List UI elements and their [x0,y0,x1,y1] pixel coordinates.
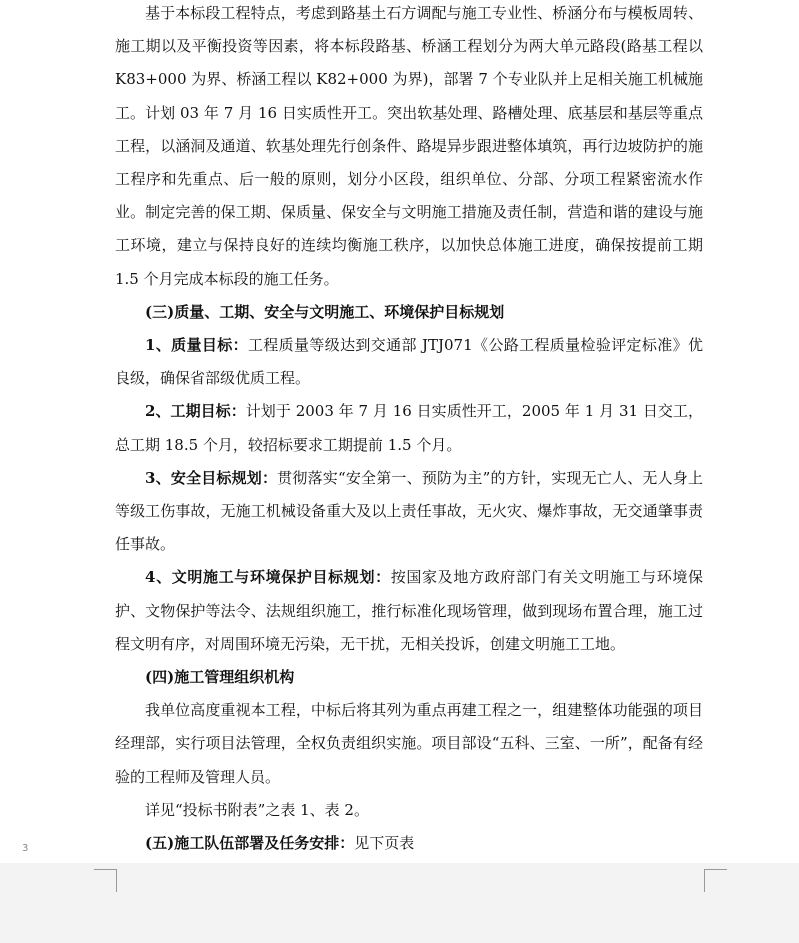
safety-goal-text: 贯彻落实“安全第一、预防为主”的方针，实现无亡人、无人身上等级工伤事故，无施工机械设备重大及以上责任事故，无火灾、爆炸事故，无交通肇事责任事故。 [115,468,703,554]
schedule-goal-label: 2、工期目标： [145,402,246,421]
environment-goal-text: 按国家及地方政府部门有关文明施工与环境保护、文物保护等法令、法规组织施工，推行标准化现场管理，做到现场布置合理，施工过程文明有序，对周围环境无污染，无干扰，无相关投诉，创建文明施工工地。 [115,568,703,653]
page-gap [0,863,799,943]
section-heading-4: (四)施工管理组织机构 [145,668,295,687]
quality-goal-label: 1、质量目标： [145,336,248,355]
crop-mark-left [94,869,117,892]
section-heading-3: (三)质量、工期、安全与文明施工、环境保护目标规划 [145,302,505,321]
environment-goal-label: 4、文明施工与环境保护目标规划： [145,568,391,587]
quality-goal-text: 工程质量等级达到交通部 JTJ071《公路工程质量检验评定标准》优良级，确保省部级优质工程。 [115,336,703,388]
paragraph-see-appendix: 详见“投标书附表”之表 1、表 2。 [145,800,369,819]
paragraph-safety-goal [115,462,703,562]
page-number: 3 [22,843,29,854]
section-heading-5-label: (五)施工队伍部署及任务安排： [145,834,355,853]
document-body [115,0,703,860]
paragraph-organization: 我单位高度重视本工程，中标后将其列为重点再建工程之一，组建整体功能强的项目经理部，实行项目法管理，全权负责组织实施。项目部设“五科、三室、一所”，配备有经验的工程师及管理人员。 [115,701,703,786]
section-heading-5 [115,827,703,860]
paragraph-quality-goal [115,329,703,395]
schedule-goal-text: 计划于 2003 年 7 月 16 日实质性开工，2005 年 1 月 31 日交工，总工期 18.5 个月，较招标要求工期提前 1.5 个月。 [115,402,703,454]
paragraph-environment-goal [115,561,703,661]
section-heading-5-text: 见下页表 [354,834,415,853]
paragraph-schedule-goal [115,395,703,461]
safety-goal-label: 3、安全目标规划： [145,468,278,487]
crop-mark-right [704,869,727,892]
paragraph-overview: 基于本标段工程特点，考虑到路基土石方调配与施工专业性、桥涵分布与模板周转、施工期以及平衡投资等因素，将本标段路基、桥涵工程划分为两大单元路段(路基工程以 K83+000 为界、桥涵工程以 K82+000 为界)，部署 7 个专业队并上足相关施工机械施工。计划 03 年 7 月 16 日实质性开工。突出软基处理、路槽处理、底基层和基层等重点工程，以涵洞及通道、软基处理先行创条件、路堤异步跟进整体填筑，再行边坡防护的施工程序和先重点、后一般的原则，划分小区段，组织单位、分部、分项工程紧密流水作业。制定完善的保工期、保质量、保安全与文明施工措施及责任制，营造和谐的建设与施工环境，建立与保持良好的连续均衡施工秩序，以加快总体施工进度，确保按提前工期 1.5 个月完成本标段的施工任务。 [115,4,703,288]
